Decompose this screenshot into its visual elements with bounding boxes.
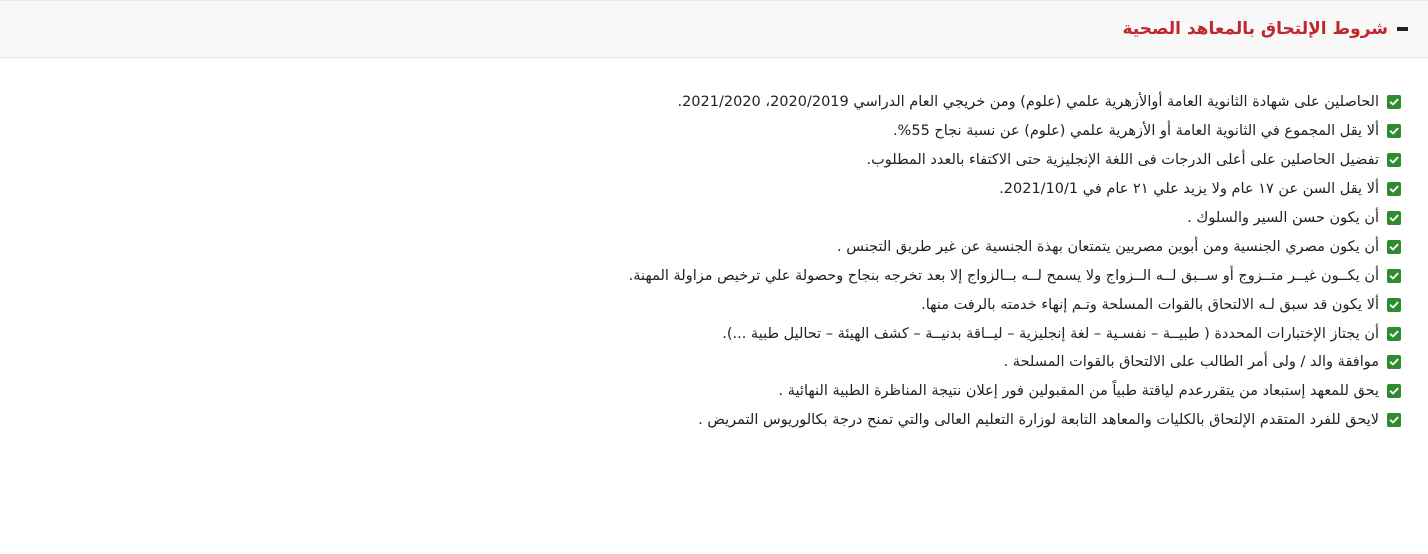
requirement-text: أن يكون حسن السير والسلوك . xyxy=(1187,210,1379,226)
requirement-text: أن يجتاز الإختبارات المحددة ( طبيــة – نفسـية – لغة إنجليزية – ليــاقة بدنيــة – كشف الهيئة – تحاليل طبية ...). xyxy=(722,325,1379,342)
check-square-icon xyxy=(1387,182,1401,196)
check-square-icon xyxy=(1387,384,1401,398)
requirement-text: ألا يكون قد سبق لـه الالتحاق بالقوات المسلحة وتـم إنهاء خدمته بالرفت منها. xyxy=(921,296,1379,313)
panel-title[interactable]: شروط الإلتحاق بالمعاهد الصحية xyxy=(1122,19,1388,39)
requirement-text: لايحق للفرد المتقدم الإلتحاق بالكليات والمعاهد التابعة لوزارة التعليم العالى والتي تمنح درجة بكالوريوس التمريض . xyxy=(698,412,1379,429)
check-square-icon xyxy=(1387,211,1401,225)
check-square-icon xyxy=(1387,298,1401,312)
requirement-item xyxy=(20,348,1401,377)
requirement-item xyxy=(20,88,1401,117)
requirement-item xyxy=(20,232,1401,261)
requirement-item xyxy=(20,377,1401,406)
requirement-item xyxy=(20,117,1401,146)
check-square-icon xyxy=(1387,124,1401,138)
minus-icon[interactable] xyxy=(1397,27,1408,31)
panel-header[interactable] xyxy=(0,0,1428,58)
requirement-text: تفضيل الحاصلين على أعلى الدرجات فى اللغة الإنجليزية حتى الاكتفاء بالعدد المطلوب. xyxy=(866,152,1379,169)
panel-body xyxy=(0,58,1428,435)
requirement-item xyxy=(20,319,1401,348)
requirement-item xyxy=(20,175,1401,204)
requirement-item xyxy=(20,146,1401,175)
requirement-text: موافقة والد / ولى أمر الطالب على الالتحاق بالقوات المسلحة . xyxy=(1003,354,1379,371)
requirement-text: ألا يقل السن عن ١٧ عام ولا يزيد علي ٢١ عام في 2021/10/1. xyxy=(999,181,1379,198)
requirement-item xyxy=(20,406,1401,435)
requirement-text: أن يكون مصري الجنسية ومن أبوين مصريين يتمتعان بهذة الجنسية عن غير طريق التجنس . xyxy=(837,238,1379,255)
requirement-item xyxy=(20,290,1401,319)
check-square-icon xyxy=(1387,95,1401,109)
requirement-item xyxy=(20,204,1401,233)
check-square-icon xyxy=(1387,240,1401,254)
check-square-icon xyxy=(1387,413,1401,427)
check-square-icon xyxy=(1387,153,1401,167)
check-square-icon xyxy=(1387,355,1401,369)
requirements-list xyxy=(20,88,1401,435)
requirement-text: يحق للمعهد إستبعاد من يتقررعدم لياقتة طبياً من المقبولين فور إعلان نتيجة المناظرة الطبية النهائية . xyxy=(778,383,1379,400)
requirement-item xyxy=(20,261,1401,290)
requirement-text: ألا يقل المجموع في الثانوية العامة أو الأزهرية علمي (علوم) عن نسبة نجاح 55%. xyxy=(892,123,1379,140)
check-square-icon xyxy=(1387,327,1401,341)
requirement-text: أن يكــون غيــر متــزوج أو ســبق لــه الــزواج ولا يسمح لــه بــالزواج إلا بعد تخرجه بنجاح وحصولة علي ترخيص مزاولة المهنة. xyxy=(628,267,1379,284)
requirement-text: الحاصلين على شهادة الثانوية العامة أوالأزهرية علمي (علوم) ومن خريجي العام الدراسي 2020/2019، 2021/2020. xyxy=(677,94,1379,111)
check-square-icon xyxy=(1387,269,1401,283)
